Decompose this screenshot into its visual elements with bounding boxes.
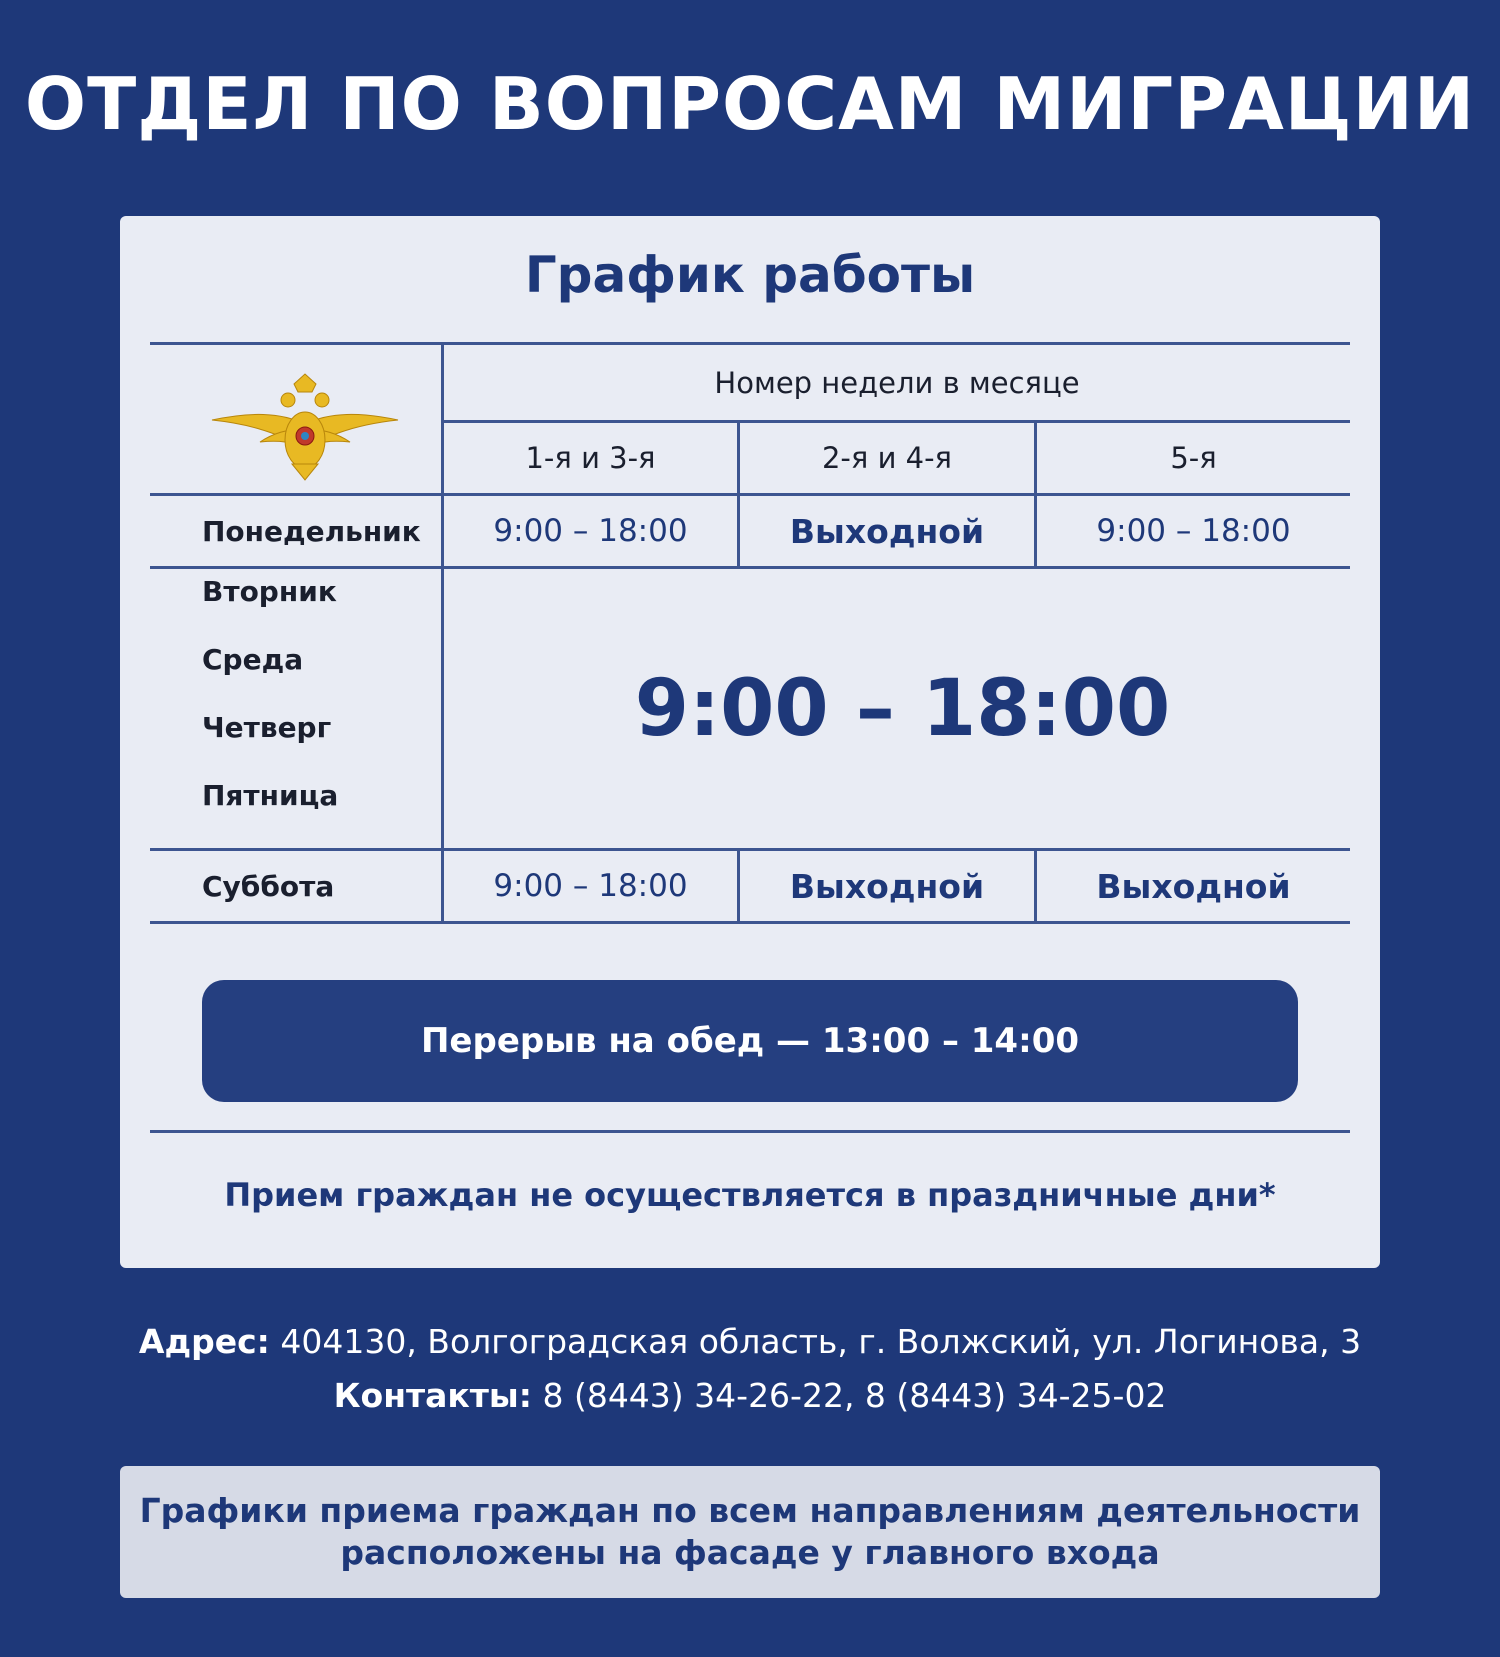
wednesday-label: Среда xyxy=(202,643,304,676)
saturday-week-5-hours: Выходной xyxy=(1096,866,1291,906)
holiday-note: Прием граждан не осуществляется в праздничные дни* xyxy=(224,1176,1276,1214)
weekdays-hours: 9:00 – 18:00 xyxy=(634,663,1171,754)
monday-week-5-hours: 9:00 – 18:00 xyxy=(1096,513,1291,549)
week-col-2-4: 2-я и 4-я xyxy=(821,441,952,475)
week-number-header: Номер недели в месяце xyxy=(714,365,1080,400)
page-title: ОТДЕЛ ПО ВОПРОСАМ МИГРАЦИИ xyxy=(24,62,1476,146)
week-col-1-3: 1-я и 3-я xyxy=(525,441,656,475)
week-col-5: 5-я xyxy=(1170,441,1217,475)
address-value: 404130, Волгоградская область, г. Волжский, ул. Логинова, 3 xyxy=(269,1322,1362,1361)
contacts-value: 8 (8443) 34-26-22, 8 (8443) 34-25-02 xyxy=(531,1376,1167,1415)
tuesday-label: Вторник xyxy=(202,575,337,608)
lunch-break-banner: Перерыв на обед — 13:00 – 14:00 xyxy=(202,980,1298,1102)
schedule-table xyxy=(150,342,1350,942)
double-headed-eagle-emblem-icon xyxy=(210,372,400,482)
contacts-label: Контакты: xyxy=(333,1376,532,1415)
saturday-week-2-4-hours: Выходной xyxy=(789,866,985,906)
card-divider xyxy=(150,1130,1350,1133)
table-border-bottom xyxy=(150,921,1350,924)
address-label: Адрес: xyxy=(138,1322,270,1361)
schedule-title: График работы xyxy=(524,246,976,304)
contacts-line xyxy=(0,1376,1500,1415)
friday-label: Пятница xyxy=(202,779,339,812)
schedule-card xyxy=(120,216,1380,1268)
note-line-1: Графики приема граждан по всем направлениям деятельности xyxy=(139,1491,1361,1530)
address-line xyxy=(0,1322,1500,1361)
thursday-label: Четверг xyxy=(202,711,332,744)
saturday-week-1-3-hours: 9:00 – 18:00 xyxy=(493,868,688,904)
monday-label: Понедельник xyxy=(202,514,421,548)
weekdays-labels xyxy=(202,570,452,842)
monday-week-2-4-hours: Выходной xyxy=(789,511,985,551)
schedules-location-note xyxy=(120,1466,1380,1598)
note-line-2: расположены на фасаде у главного входа xyxy=(340,1533,1160,1572)
monday-week-1-3-hours: 9:00 – 18:00 xyxy=(493,513,688,549)
saturday-label: Суббота xyxy=(202,869,335,903)
